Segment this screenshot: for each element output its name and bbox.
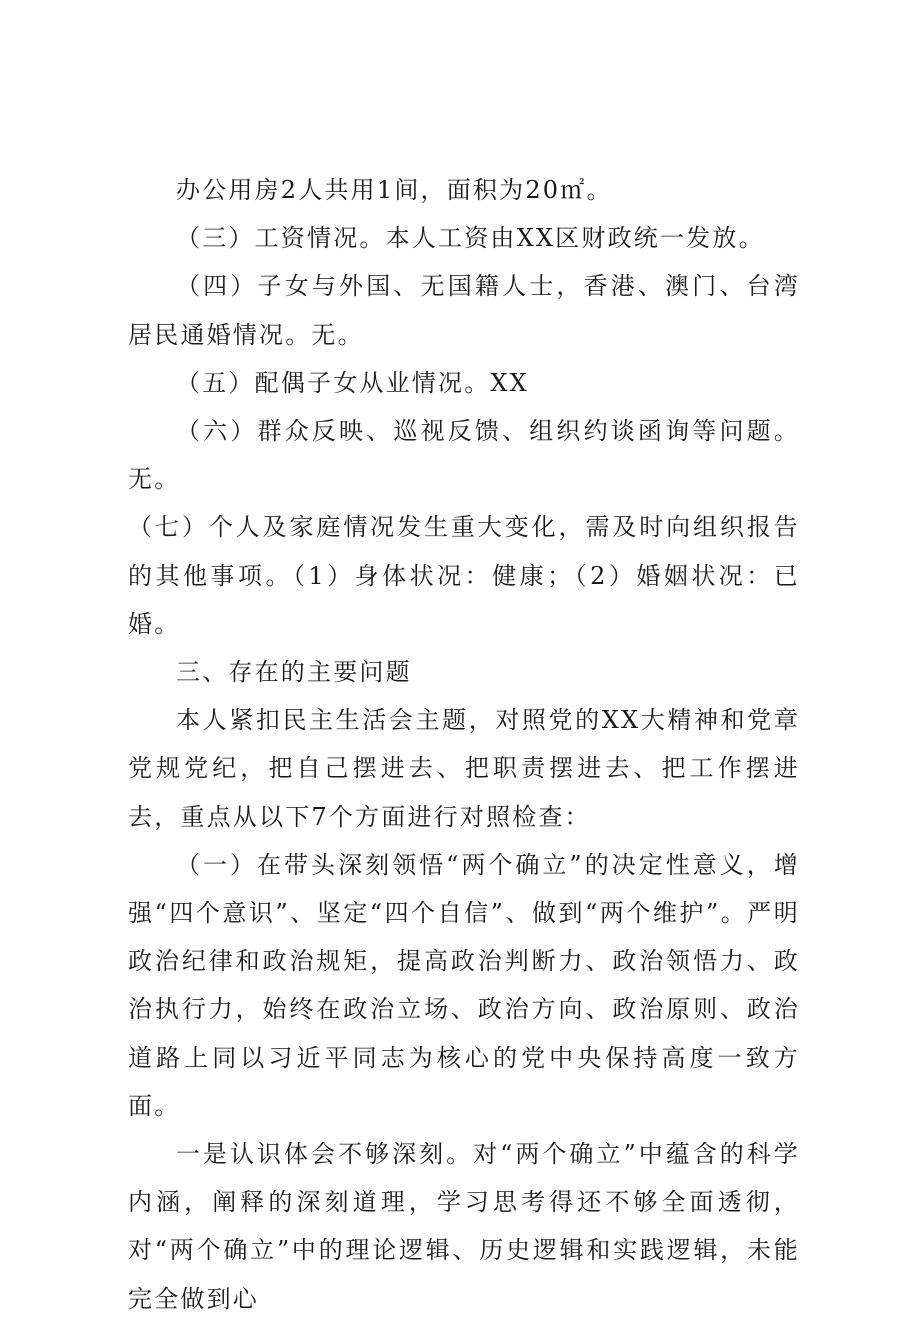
document-body <box>128 166 800 1323</box>
section-heading-main-problems: 三、存在的主要问题 <box>176 658 412 687</box>
paragraph-item-one: （一）在带头深刻领悟“两个确立”的决定性意义，增强“四个意识”、坚定“四个自信”、做到“两个维护”。严明政治纪律和政治规矩，提高政治判断力、政治领悟力、政治执行力，始终在政治立场、政治方向、政治原则、政治道路上同以习近平同志为核心的党中央保持高度一致方面。 <box>128 850 800 1120</box>
paragraph-spouse-employment: （五）配偶子女从业情况。XX <box>176 368 529 397</box>
paragraph-salary: （三）工资情况。本人工资由XX区财政统一发放。 <box>176 224 765 253</box>
paragraph-self-examination-intro: 本人紧扣民主生活会主题，对照党的XX大精神和党章党规党纪，把自己摆进去、把职责摆进去、把工作摆进去，重点从以下7个方面进行对照检查： <box>128 706 800 831</box>
paragraph-office-space: 办公用房2人共用1间，面积为20㎡。 <box>176 176 613 204</box>
paragraph-major-changes: （七）个人及家庭情况发生重大变化，需及时向组织报告的其他事项。（1）身体状况：健康；（2）婚姻状况：已婚。 <box>128 513 800 638</box>
paragraph-feedback-issues: （六）群众反映、巡视反馈、组织约谈函询等问题。无。 <box>128 417 800 494</box>
paragraph-point-one: 一是认识体会不够深刻。对“两个确立”中蕴含的科学内涵，阐释的深刻道理，学习思考得还不够全面透彻，对“两个确立”中的理论逻辑、历史逻辑和实践逻辑，未能完全做到心 <box>128 1140 800 1313</box>
paragraph-children-marriage: （四）子女与外国、无国籍人士，香港、澳门、台湾居民通婚情况。无。 <box>128 272 800 349</box>
